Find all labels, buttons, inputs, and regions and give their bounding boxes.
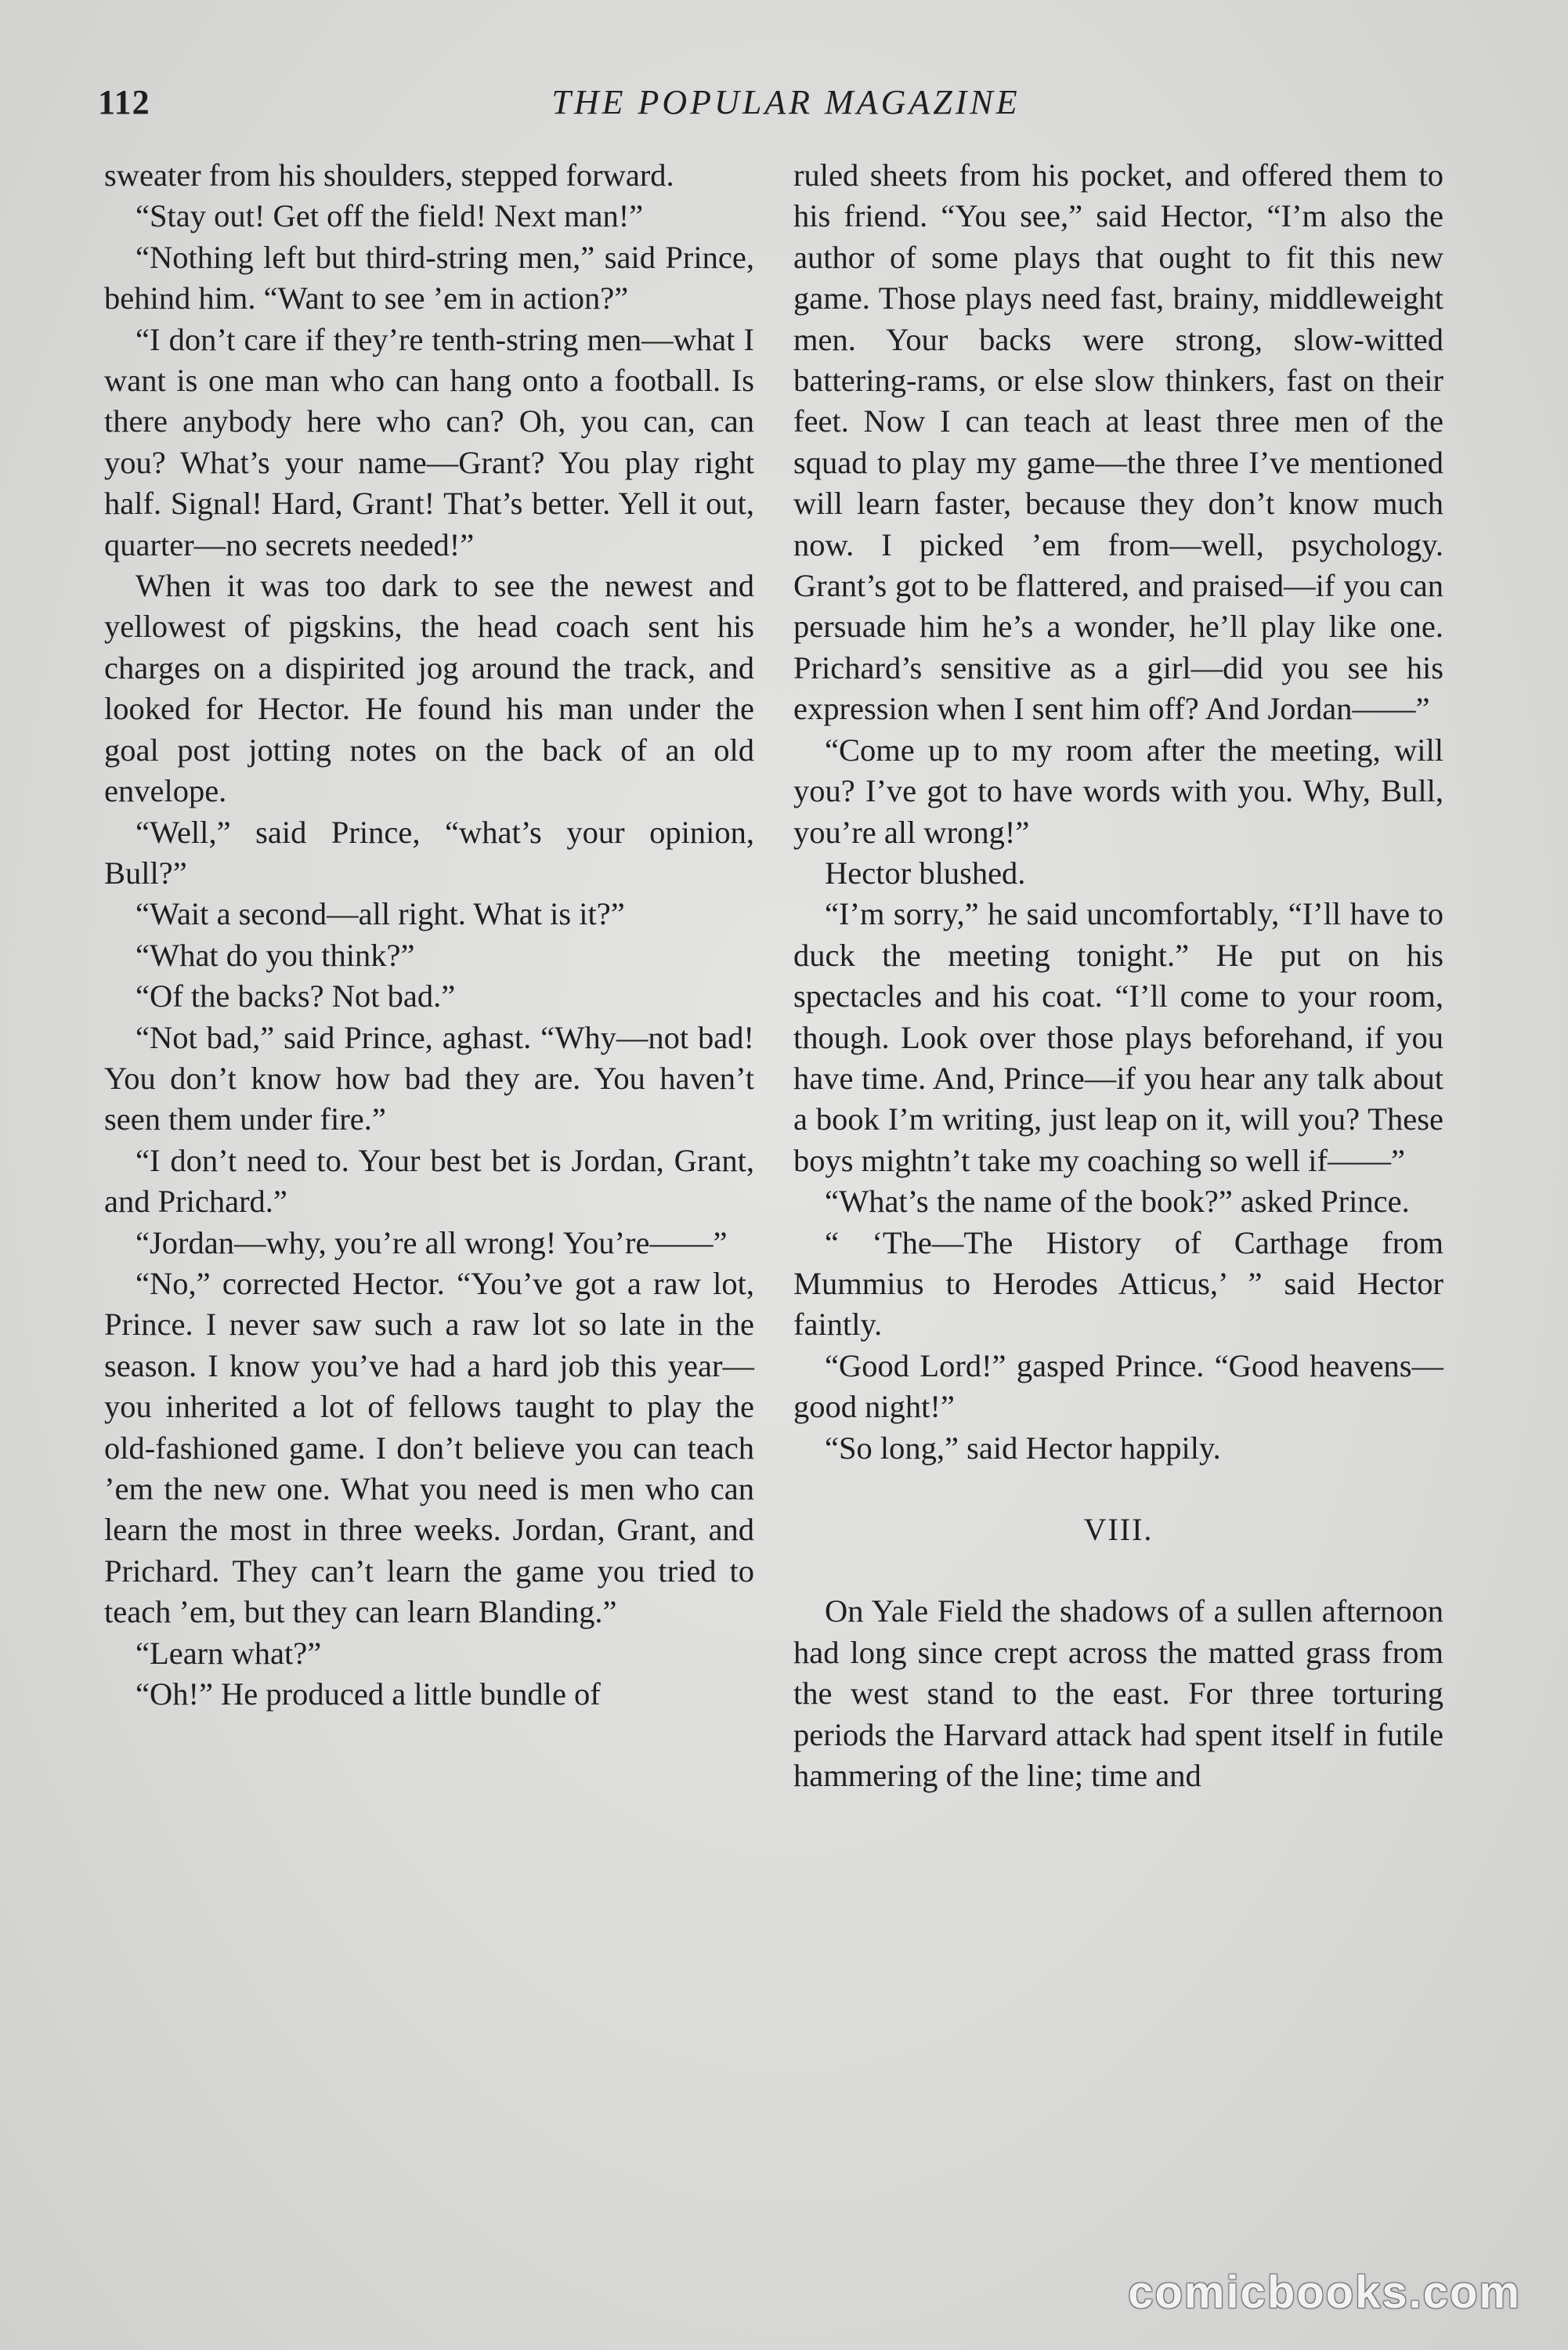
paragraph: “Good Lord!” gasped Prince. “Good heavens—good night!”	[793, 1347, 1443, 1425]
paragraph: “I don’t care if they’re tenth-string men—what I want is one man who can hang onto a football. Is there anybody here who can? Oh, you can, can you? What’s your name—Grant? You play right half. Signal! Hard, Grant! That’s better. Yell it out, quarter—no secrets needed!”	[104, 321, 754, 562]
paragraph: “What’s the name of the book?” asked Prince.	[825, 1184, 1410, 1220]
paragraph: Hector blushed.	[825, 855, 1026, 891]
paragraph: When it was too dark to see the newest and yellowest of pigskins, the head coach sent his charges on a dispirited jog around the track, and looked for Hector. He found his man under the goal post jotting notes on the back of an old envelope.	[104, 568, 754, 809]
paragraph: “ ‘The—The History of Carthage from Mummius to Herodes Atticus,’ ” said Hector faintly.	[793, 1224, 1443, 1343]
paragraph: sweater from his shoulders, stepped forward.	[104, 157, 674, 193]
paragraph: “Come up to my room after the meeting, will you? I’ve got to have words with you. Why, Bull, you’re all wrong!”	[793, 732, 1443, 850]
paragraph: “Of the backs? Not bad.”	[135, 978, 456, 1014]
paragraph: “Stay out! Get off the field! Next man!”	[135, 198, 644, 234]
paragraph: “Wait a second—all right. What is it?”	[135, 896, 625, 932]
page-header	[98, 82, 1474, 137]
paragraph: On Yale Field the shadows of a sullen afternoon had long since crept across the matted grass from the west stand to the east. For three torturing periods the Harvard attack had spent itself in futile hammering of the line; time and	[793, 1593, 1443, 1794]
paragraph: ruled sheets from his pocket, and offered them to his friend. “You see,” said Hector, “I’m also the author of some plays that ought to fit this new game. Those plays need fast, brainy, middleweight men. Your backs were strong, slow-witted battering-rams, or else slow thinkers, fast on their feet. Now I can teach at least three men of the squad to play my game—the three I’ve mentioned will learn faster, because they don’t know much now. I picked ’em from—well, psychology. Grant’s got to be flattered, and praised—if you can persuade him he’s a wonder, he’ll play like one. Prichard’s sensitive as a girl—did you see his expression when I sent him off? And Jordan——”	[793, 157, 1443, 727]
paragraph: “Jordan—why, you’re all wrong! You’re——”	[135, 1224, 728, 1260]
paragraph: “Well,” said Prince, “what’s your opinion, Bull?”	[104, 814, 754, 891]
paragraph: “Nothing left but third-string men,” said Prince, behind him. “Want to see ’em in action?”	[104, 239, 754, 316]
paragraph: “I don’t need to. Your best bet is Jordan, Grant, and Prichard.”	[104, 1142, 754, 1220]
paragraph: “So long,” said Hector happily.	[825, 1430, 1221, 1466]
section-heading: VIII.	[1083, 1512, 1154, 1547]
paragraph: “Learn what?”	[135, 1635, 322, 1671]
paragraph: “What do you think?”	[135, 937, 415, 973]
watermark-logo: comicbooks.com	[1128, 2267, 1521, 2318]
paragraph: “No,” corrected Hector. “You’ve got a raw lot, Prince. I never saw such a raw lot so late in the season. I know you’ve had a hard job this year—you inherited a lot of fellows taught to play the old-fashioned game. I don’t believe you can teach ’em the new one. What you need is men who can learn the most in three weeks. Jordan, Grant, and Prichard. They can’t learn the game you tried to teach ’em, but they can learn Blanding.”	[104, 1265, 754, 1630]
paragraph: “Oh!” He produced a little bundle of	[135, 1676, 601, 1712]
page-number: 112	[98, 83, 150, 121]
left-column	[104, 155, 754, 1715]
paragraph: “I’m sorry,” he said uncomfortably, “I’ll have to duck the meeting tonight.” He put on his spectacles and his coat. “I’ll come to your room, though. Look over those plays beforehand, if you have time. And, Prince—if you hear any talk about a book I’m writing, just leap on it, will you? These boys mightn’t take my coaching so well if——”	[793, 896, 1443, 1178]
right-column	[793, 155, 1443, 1796]
paragraph: “Not bad,” said Prince, aghast. “Why—not bad! You don’t know how bad they are. You haven’t seen them under fire.”	[104, 1019, 754, 1137]
running-title: THE POPULAR MAGAZINE	[551, 83, 1021, 121]
